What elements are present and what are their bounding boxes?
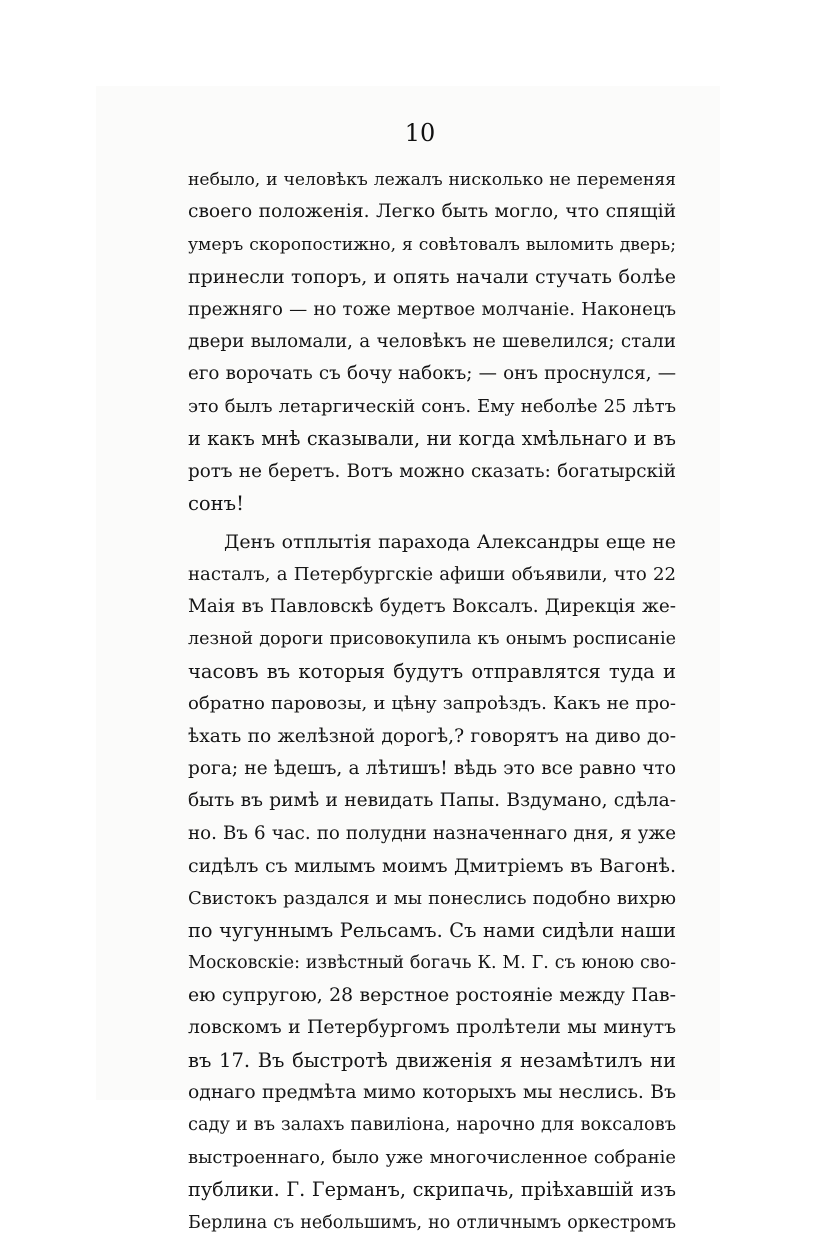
paragraph-1 <box>188 164 676 520</box>
text-line: лезной дороги присовокупила къ онымъ росписаніе <box>188 629 676 650</box>
text-line: саду и въ залахъ павиліона, нарочно для воксаловъ <box>188 1115 676 1136</box>
text-line: ротъ не беретъ. Вотъ можно сказать: богатырскій <box>188 460 676 482</box>
text-line: насталъ, а Петербургскіе афиши объявили, что 22 <box>188 563 676 585</box>
page-number: 10 <box>404 119 436 147</box>
text-line: Маія въ Павловскѣ будетъ Воксалъ. Дирекція же- <box>188 596 676 618</box>
text-line: обратно паровозы, и цѣну запроѣздъ. Какъ не про- <box>188 693 676 715</box>
text-line: Московскіе: извѣстный богачь К. М. Г. съ юною сво- <box>188 953 676 974</box>
text-line: Берлина съ небольшимъ, но отличнымъ оркестромъ <box>188 1212 676 1233</box>
text-line: Денъ отплытія парахода Александры еще не <box>224 531 676 554</box>
text-line: но. Въ 6 час. по полудни назначеннаго дня, я уже <box>188 822 676 844</box>
text-line: своего положенія. Легко быть могло, что спящій <box>188 201 676 223</box>
text-line: Свистокъ раздался и мы понеслись подобно вихрю <box>188 887 676 909</box>
text-line: это былъ летаргическій сонъ. Ему неболѣе 25 лѣтъ <box>188 395 676 417</box>
text-line: ѣхать по желѣзной дорогѣ,? говорятъ на диво до- <box>188 725 676 747</box>
text-line: сонъ! <box>188 491 244 515</box>
text-line: часовъ въ которыя будутъ отправлятся туда и <box>188 659 676 683</box>
text-line: однаго предмѣта мимо которыхъ мы неслись. Въ <box>188 1081 676 1103</box>
text-line: рога; не ѣдешъ, а лѣтишъ! вѣдь это все равно что <box>188 758 676 780</box>
text-line: выстроеннаго, было уже многочисленное собраніе <box>188 1146 676 1168</box>
body-text <box>188 164 676 1239</box>
text-line: ловскомъ и Петербургомъ пролѣтели мы минутъ <box>188 1017 676 1039</box>
text-line: ею супругою, 28 верстное ростояніе между Пав- <box>188 984 676 1006</box>
text-line: принесли топоръ, и опять начали стучать болѣе <box>188 266 676 289</box>
text-line: прежняго — но тоже мертвое молчаніе. Наконецъ <box>188 298 676 320</box>
text-line: и какъ мнѣ сказывали, ни когда хмѣльнаго и въ <box>188 427 676 451</box>
text-line: небыло, и человѣкъ лежалъ нисколько не переменяя <box>188 170 676 190</box>
text-line: по чугуннымъ Рельсамъ. Съ нами сидѣли наши <box>188 918 676 942</box>
text-line: умеръ скоропостижно, я совѣтовалъ выломить дверь; <box>188 234 676 255</box>
text-line: сидѣлъ съ милымъ моимъ Дмитріемъ въ Вагонѣ. <box>188 855 676 878</box>
text-line: его ворочать съ бочу набокъ; — онъ проснулся, — <box>188 363 676 385</box>
text-line: въ 17. Въ быстротѣ движенія я незамѣтилъ ни <box>188 1048 676 1072</box>
text-line: двери выломали, а человѣкъ не шевелился; стали <box>188 330 676 352</box>
text-line: быть въ римѣ и невидать Папы. Вздумано, сдѣла- <box>188 790 676 812</box>
paragraph-2 <box>188 526 676 1239</box>
text-line: публики. Г. Германъ, скрипачь, пріѣхавшій изъ <box>188 1178 676 1202</box>
